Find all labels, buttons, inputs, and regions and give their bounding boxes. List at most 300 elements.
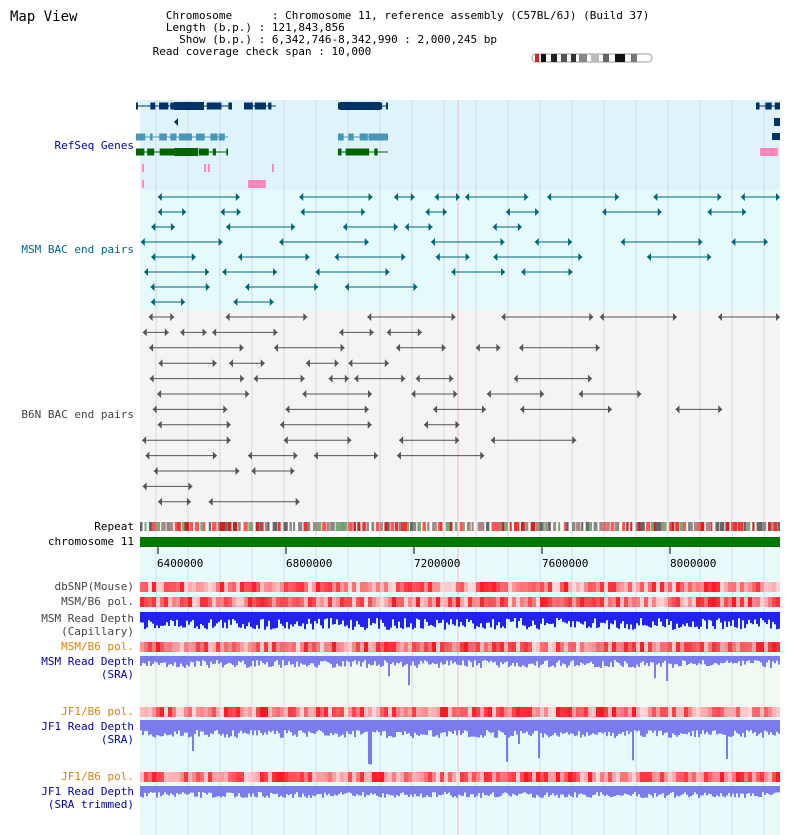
- read-depth-bar: [562, 720, 564, 734]
- density-cell: [740, 772, 744, 782]
- repeat-mark: [336, 522, 340, 531]
- read-depth-bar: [670, 720, 672, 738]
- density-cell: [632, 642, 636, 652]
- read-depth-bar: [154, 656, 156, 662]
- read-depth-bar: [606, 786, 608, 795]
- density-cell: [456, 707, 460, 717]
- gene-exon: [338, 134, 344, 141]
- read-depth-bar: [748, 656, 750, 660]
- read-depth-bar: [548, 656, 550, 667]
- read-depth-bar: [262, 720, 264, 735]
- read-depth-bar: [534, 612, 536, 625]
- density-cell: [508, 772, 512, 782]
- gene-exon: [765, 103, 771, 110]
- read-depth-bar: [520, 720, 522, 731]
- density-cell: [764, 582, 768, 592]
- density-cell: [268, 582, 272, 592]
- density-cell: [752, 582, 756, 592]
- density-cell: [212, 582, 216, 592]
- density-cell: [360, 707, 364, 717]
- density-cell: [440, 597, 444, 607]
- density-cell: [396, 772, 400, 782]
- density-cell: [168, 582, 172, 592]
- track-label-jf1-b6-pol-1[interactable]: JF1/B6 pol.: [61, 705, 134, 718]
- read-depth-bar: [492, 720, 494, 732]
- read-depth-bar: [402, 612, 404, 629]
- read-depth-bar: [308, 786, 310, 795]
- read-depth-bar: [246, 720, 248, 734]
- read-depth-bar: [756, 786, 758, 796]
- density-cell: [540, 707, 544, 717]
- read-depth-bar: [356, 656, 358, 664]
- read-depth-bar: [552, 786, 554, 793]
- read-depth-bar: [200, 612, 202, 624]
- density-cell: [380, 772, 384, 782]
- density-cell: [232, 597, 236, 607]
- read-depth-bar: [518, 656, 520, 666]
- density-cell: [484, 582, 488, 592]
- read-depth-bar: [310, 786, 312, 798]
- read-depth-bar: [382, 656, 384, 666]
- read-depth-bar: [670, 656, 672, 664]
- read-depth-bar: [286, 786, 288, 794]
- read-depth-bar: [288, 786, 290, 795]
- read-depth-bar: [638, 720, 640, 731]
- density-cell: [628, 772, 632, 782]
- read-depth-bar: [200, 720, 202, 731]
- read-depth-bar: [300, 720, 302, 730]
- track-label-jf1-depth-sra-1[interactable]: JF1 Read Depth: [41, 720, 134, 733]
- gene-exon: [756, 103, 760, 110]
- density-cell: [720, 642, 724, 652]
- read-depth-bar: [572, 612, 574, 621]
- read-depth-bar: [364, 656, 366, 660]
- read-depth-bar: [690, 720, 692, 736]
- read-depth-bar: [390, 786, 392, 795]
- read-depth-bar: [642, 720, 644, 737]
- density-cell: [444, 707, 448, 717]
- density-cell: [532, 597, 536, 607]
- read-depth-bar: [220, 656, 222, 662]
- density-cell: [192, 707, 196, 717]
- track-label-jf1-b6-pol-2[interactable]: JF1/B6 pol.: [61, 770, 134, 783]
- read-depth-bar: [622, 656, 624, 667]
- read-depth-bar: [776, 786, 778, 792]
- density-cell: [568, 707, 572, 717]
- read-depth-bar: [494, 612, 496, 629]
- read-depth-bar: [628, 720, 630, 734]
- read-depth-bar: [722, 720, 724, 735]
- read-depth-bar: [492, 656, 494, 662]
- read-depth-bar: [666, 612, 668, 619]
- gene-exon: [363, 149, 370, 156]
- read-depth-bar: [360, 612, 362, 627]
- read-depth-bar: [488, 720, 490, 732]
- density-cell: [756, 597, 760, 607]
- read-depth-bar: [656, 656, 658, 665]
- read-depth-bar: [346, 720, 348, 731]
- read-depth-bar: [236, 720, 238, 738]
- read-depth-bar: [380, 656, 382, 667]
- read-depth-bar: [588, 720, 590, 736]
- repeat-mark: [572, 522, 575, 531]
- read-depth-bar: [354, 612, 356, 627]
- density-cell: [484, 772, 488, 782]
- msm-bac-track-bg: [140, 190, 780, 310]
- read-depth-bar: [214, 656, 216, 664]
- read-depth-bar: [536, 720, 538, 731]
- density-cell: [476, 772, 480, 782]
- read-depth-bar: [536, 612, 538, 628]
- read-depth-bar: [230, 786, 232, 793]
- read-depth-bar: [620, 720, 622, 734]
- read-depth-bar: [416, 786, 418, 796]
- track-label-b6n-bac[interactable]: B6N BAC end pairs: [21, 408, 134, 421]
- read-depth-bar: [546, 656, 548, 660]
- read-depth-bar: [258, 656, 260, 665]
- density-cell: [172, 707, 176, 717]
- read-depth-bar: [738, 786, 740, 797]
- track-label-refseq[interactable]: RefSeq Genes: [54, 139, 134, 152]
- read-depth-bar: [706, 786, 708, 796]
- read-depth-bar: [154, 720, 156, 738]
- repeat-mark: [694, 522, 699, 531]
- read-depth-bar: [396, 656, 398, 663]
- read-depth-bar: [648, 656, 650, 666]
- density-cell: [296, 597, 300, 607]
- density-cell: [360, 597, 364, 607]
- read-depth-bar: [488, 612, 490, 623]
- read-depth-bar: [542, 786, 544, 798]
- read-depth-bar: [466, 720, 468, 731]
- read-depth-bar: [290, 656, 292, 665]
- repeat-mark: [283, 522, 287, 531]
- density-cell: [420, 642, 424, 652]
- density-cell: [568, 642, 572, 652]
- read-depth-bar: [264, 656, 266, 664]
- density-cell: [376, 707, 380, 717]
- density-cell: [356, 582, 360, 592]
- read-depth-bar: [314, 656, 316, 666]
- density-cell: [532, 642, 536, 652]
- read-depth-bar: [298, 786, 300, 797]
- read-depth-bar: [560, 656, 562, 666]
- density-cell: [304, 707, 308, 717]
- gene-exon: [369, 134, 380, 141]
- read-depth-bar: [554, 656, 556, 667]
- gene-exon: [226, 149, 228, 156]
- read-depth-bar: [160, 612, 162, 626]
- read-depth-bar: [498, 786, 500, 797]
- density-cell: [556, 772, 560, 782]
- density-cell: [352, 772, 356, 782]
- read-depth-bar: [606, 656, 608, 666]
- density-cell: [344, 642, 348, 652]
- read-depth-bar: [232, 720, 234, 730]
- read-depth-bar: [152, 612, 154, 624]
- density-cell: [488, 772, 492, 782]
- repeat-mark: [738, 522, 740, 531]
- read-depth-bar: [304, 656, 306, 665]
- density-cell: [516, 597, 520, 607]
- read-depth-bar: [480, 612, 482, 623]
- density-cell: [392, 642, 396, 652]
- read-depth-bar: [514, 786, 516, 795]
- density-cell: [240, 772, 244, 782]
- read-depth-bar: [310, 656, 312, 663]
- read-depth-bar: [224, 720, 226, 737]
- read-depth-bar: [432, 656, 434, 663]
- track-label-msm-b6-pol-2[interactable]: MSM/B6 pol.: [61, 640, 134, 653]
- read-depth-bar: [176, 656, 178, 667]
- track-label-msm-depth-sra-1[interactable]: MSM Read Depth: [41, 655, 134, 668]
- density-cell: [592, 597, 596, 607]
- density-cell: [316, 772, 320, 782]
- density-cell: [324, 582, 328, 592]
- read-depth-bar: [508, 720, 510, 737]
- read-depth-bar: [466, 656, 468, 667]
- density-cell: [416, 582, 420, 592]
- track-label-jf1-depth-trim-1[interactable]: JF1 Read Depth: [41, 785, 134, 798]
- read-depth-bar: [366, 786, 368, 795]
- density-cell: [232, 707, 236, 717]
- read-depth-bar: [440, 612, 442, 623]
- read-depth-bar: [674, 786, 676, 798]
- read-depth-bar: [378, 656, 380, 665]
- read-depth-bar: [616, 786, 618, 795]
- density-cell: [416, 642, 420, 652]
- read-depth-bar: [188, 656, 190, 666]
- density-cell: [760, 597, 764, 607]
- gene-exon: [136, 134, 145, 141]
- density-cell: [220, 707, 224, 717]
- density-cell: [480, 597, 484, 607]
- read-depth-bar: [228, 720, 230, 738]
- density-cell: [496, 707, 500, 717]
- read-depth-bar: [620, 786, 622, 796]
- read-depth-bar: [680, 656, 682, 666]
- density-cell: [768, 582, 772, 592]
- read-depth-bar: [170, 720, 172, 735]
- density-cell: [660, 597, 664, 607]
- read-depth-bar: [716, 656, 718, 664]
- read-depth-bar: [270, 720, 272, 732]
- density-cell: [628, 642, 632, 652]
- track-label-chromosome[interactable]: chromosome 11: [47, 535, 134, 548]
- read-depth-bar: [362, 786, 364, 792]
- read-depth-bar: [166, 720, 168, 735]
- track-label-msm-bac[interactable]: MSM BAC end pairs: [21, 243, 134, 256]
- density-cell: [696, 642, 700, 652]
- read-depth-bar: [640, 786, 642, 797]
- repeat-mark: [289, 522, 292, 531]
- track-label-repeat[interactable]: Repeat: [94, 520, 134, 533]
- read-depth-bar: [514, 612, 516, 618]
- read-depth-bar: [596, 720, 598, 735]
- read-depth-bar: [238, 612, 240, 627]
- read-depth-bar: [166, 612, 168, 622]
- read-depth-bar: [536, 656, 538, 661]
- read-depth-bar: [392, 656, 394, 662]
- density-cell: [452, 642, 456, 652]
- density-cell: [284, 597, 288, 607]
- density-cell: [568, 597, 572, 607]
- read-depth-bar: [380, 786, 382, 797]
- read-depth-bar: [348, 786, 350, 792]
- density-cell: [472, 707, 476, 717]
- density-cell: [364, 582, 368, 592]
- read-depth-bar: [526, 720, 528, 732]
- density-cell: [400, 597, 404, 607]
- density-cell: [264, 582, 268, 592]
- density-cell: [508, 597, 512, 607]
- read-depth-bar: [734, 612, 736, 627]
- read-depth-bar: [562, 786, 564, 795]
- density-cell: [448, 597, 452, 607]
- density-cell: [744, 597, 748, 607]
- density-cell: [164, 597, 168, 607]
- read-depth-bar: [532, 720, 534, 734]
- density-cell: [576, 582, 580, 592]
- read-depth-bar: [308, 720, 310, 731]
- read-depth-bar: [698, 656, 700, 663]
- read-depth-bar: [496, 720, 498, 738]
- read-depth-bar: [566, 612, 568, 624]
- read-depth-bar: [576, 656, 578, 665]
- density-cell: [352, 597, 356, 607]
- density-cell: [396, 597, 400, 607]
- read-depth-bar: [474, 656, 476, 660]
- read-depth-bar: [394, 612, 396, 626]
- density-cell: [624, 772, 628, 782]
- density-cell: [620, 707, 624, 717]
- density-cell: [588, 772, 592, 782]
- density-cell: [704, 597, 708, 607]
- gene-exon: [219, 134, 225, 141]
- read-depth-bar: [514, 656, 516, 666]
- density-cell: [348, 597, 352, 607]
- read-depth-bar: [736, 656, 738, 663]
- read-depth-bar: [656, 612, 658, 626]
- density-cell: [344, 772, 348, 782]
- density-cell: [536, 707, 540, 717]
- read-depth-bar: [296, 720, 298, 737]
- track-label-msm-depth-cap-1[interactable]: MSM Read Depth: [41, 612, 134, 625]
- read-depth-bar: [734, 720, 736, 731]
- read-depth-bar: [500, 656, 502, 662]
- read-depth-bar: [550, 786, 552, 795]
- read-depth-bar: [676, 720, 678, 737]
- read-depth-bar: [208, 786, 210, 793]
- read-depth-bar: [318, 720, 320, 730]
- read-depth-bar: [450, 612, 452, 619]
- density-cell: [384, 772, 388, 782]
- read-depth-bar: [718, 720, 720, 734]
- read-depth-bar: [180, 612, 182, 626]
- density-cell: [576, 642, 580, 652]
- density-cell: [448, 707, 452, 717]
- repeat-mark: [251, 522, 253, 531]
- read-depth-bar: [436, 656, 438, 664]
- read-depth-bar: [322, 720, 324, 733]
- read-depth-bar: [522, 720, 524, 733]
- read-depth-bar: [218, 612, 220, 622]
- read-depth-bar: [726, 656, 728, 661]
- read-depth-bar: [434, 656, 436, 664]
- read-depth-bar: [592, 656, 594, 664]
- read-depth-bar: [378, 720, 380, 732]
- read-depth-bar: [710, 656, 712, 665]
- density-cell: [204, 582, 208, 592]
- read-depth-bar: [510, 720, 512, 736]
- read-depth-bar: [292, 612, 294, 626]
- read-depth-bar: [604, 720, 606, 732]
- density-cell: [584, 642, 588, 652]
- read-depth-bar: [490, 786, 492, 794]
- read-depth-bar: [190, 720, 192, 737]
- gene-exon: [228, 103, 232, 110]
- track-label-msm-b6-pol-1[interactable]: MSM/B6 pol.: [61, 595, 134, 608]
- density-cell: [640, 642, 644, 652]
- read-depth-bar: [396, 720, 398, 732]
- repeat-mark: [517, 522, 519, 531]
- repeat-mark: [747, 522, 750, 531]
- read-depth-bar: [540, 786, 542, 798]
- read-depth-bar: [754, 656, 756, 660]
- repeat-mark: [460, 522, 464, 531]
- read-depth-bar: [542, 720, 544, 738]
- read-depth-bar: [454, 720, 456, 730]
- read-depth-bar: [334, 786, 336, 795]
- density-cell: [564, 597, 568, 607]
- read-depth-bar: [316, 786, 318, 794]
- read-depth-bar: [422, 786, 424, 798]
- density-cell: [696, 772, 700, 782]
- density-cell: [312, 707, 316, 717]
- read-depth-bar: [720, 786, 722, 793]
- density-cell: [716, 642, 720, 652]
- density-cell: [160, 582, 164, 592]
- density-cell: [332, 642, 336, 652]
- read-depth-bar: [298, 612, 300, 626]
- read-depth-bar: [748, 786, 750, 793]
- density-cell: [476, 582, 480, 592]
- read-depth-bar: [594, 720, 596, 734]
- repeat-mark: [238, 522, 241, 531]
- read-depth-bar: [720, 612, 722, 623]
- density-cell: [700, 642, 704, 652]
- density-cell: [404, 642, 408, 652]
- read-depth-bar: [576, 786, 578, 798]
- read-depth-bar: [666, 656, 668, 681]
- read-depth-bar: [538, 720, 540, 758]
- axis-tick-label: 6400000: [157, 557, 204, 570]
- read-depth-bar: [522, 612, 524, 625]
- density-cell: [172, 597, 176, 607]
- density-cell: [548, 772, 552, 782]
- read-depth-bar: [156, 612, 158, 625]
- density-cell: [380, 582, 384, 592]
- track-label-dbsnp[interactable]: dbSNP(Mouse): [54, 580, 134, 593]
- read-depth-bar: [324, 720, 326, 735]
- read-depth-bar: [758, 786, 760, 797]
- density-cell: [372, 772, 376, 782]
- read-depth-bar: [154, 786, 156, 792]
- read-depth-bar: [760, 656, 762, 662]
- read-depth-bar: [378, 786, 380, 797]
- read-depth-bar: [722, 612, 724, 629]
- read-depth-bar: [754, 720, 756, 732]
